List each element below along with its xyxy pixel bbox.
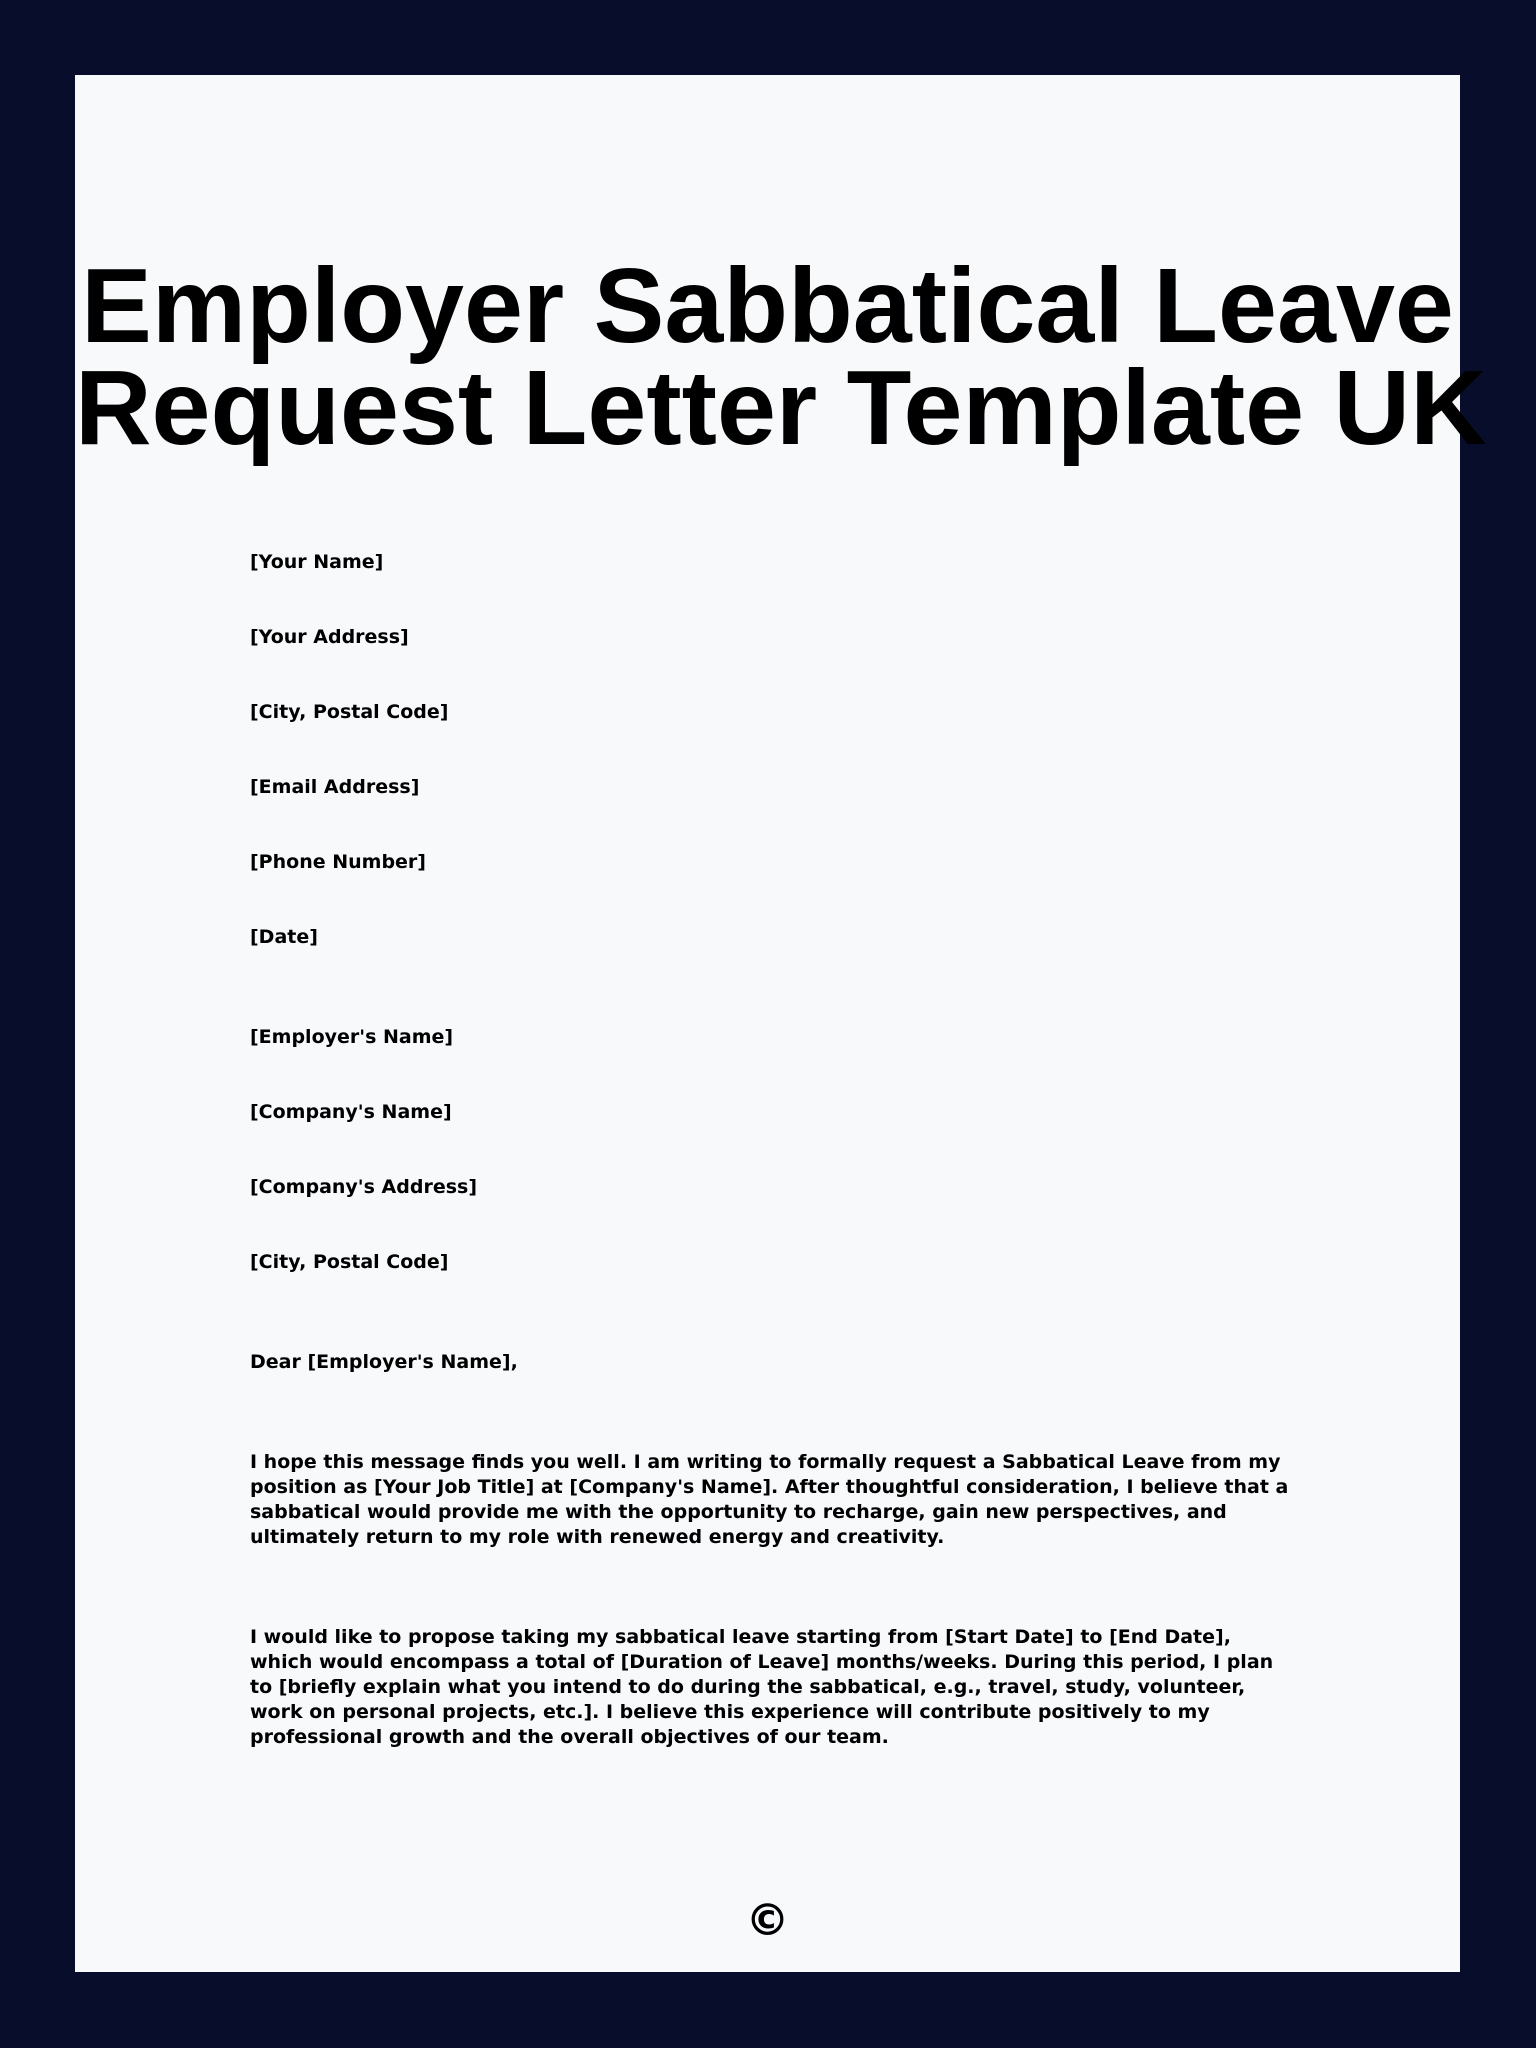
sender-city: [City, Postal Code]	[250, 701, 449, 723]
paragraph-2: I would like to propose taking my sabbatical leave starting from [Start Date] to [End Date], which would encompass a total of [Duration of Leave] months/weeks. During this period, I plan to [briefly explain what you intend to do during the sabbatical, e.g., travel, study, volunteer, work on personal projects, etc.]. I believe this experience will contribute positively to my professional growth and the overall objectives of our team.	[250, 1626, 1274, 1748]
document-page	[75, 75, 1487, 1972]
sender-email: [Email Address]	[250, 776, 420, 798]
letter-date: [Date]	[250, 926, 318, 948]
title-line-2: Request Letter Template UK	[75, 349, 1487, 467]
title-line-1: Employer Sabbatical Leave	[81, 247, 1454, 365]
sender-phone: [Phone Number]	[250, 851, 426, 873]
salutation: Dear [Employer's Name],	[250, 1351, 518, 1373]
recipient-employer-name: [Employer's Name]	[250, 1026, 454, 1048]
sender-name: [Your Name]	[250, 551, 384, 573]
recipient-company-name: [Company's Name]	[250, 1101, 452, 1123]
sender-address: [Your Address]	[250, 626, 409, 648]
copyright-symbol: ©	[745, 1895, 790, 1946]
recipient-city: [City, Postal Code]	[250, 1251, 449, 1273]
paragraph-1: I hope this message finds you well. I am writing to formally request a Sabbatical Leave from my position as [Your Job Title] at [Company's Name]. After thoughtful consideration, I believe that a sabbatical would provide me with the opportunity to recharge, gain new perspectives, and ultimately return to my role with renewed energy and creativity.	[250, 1451, 1289, 1548]
document-title	[75, 247, 1487, 467]
recipient-company-address: [Company's Address]	[250, 1176, 478, 1198]
